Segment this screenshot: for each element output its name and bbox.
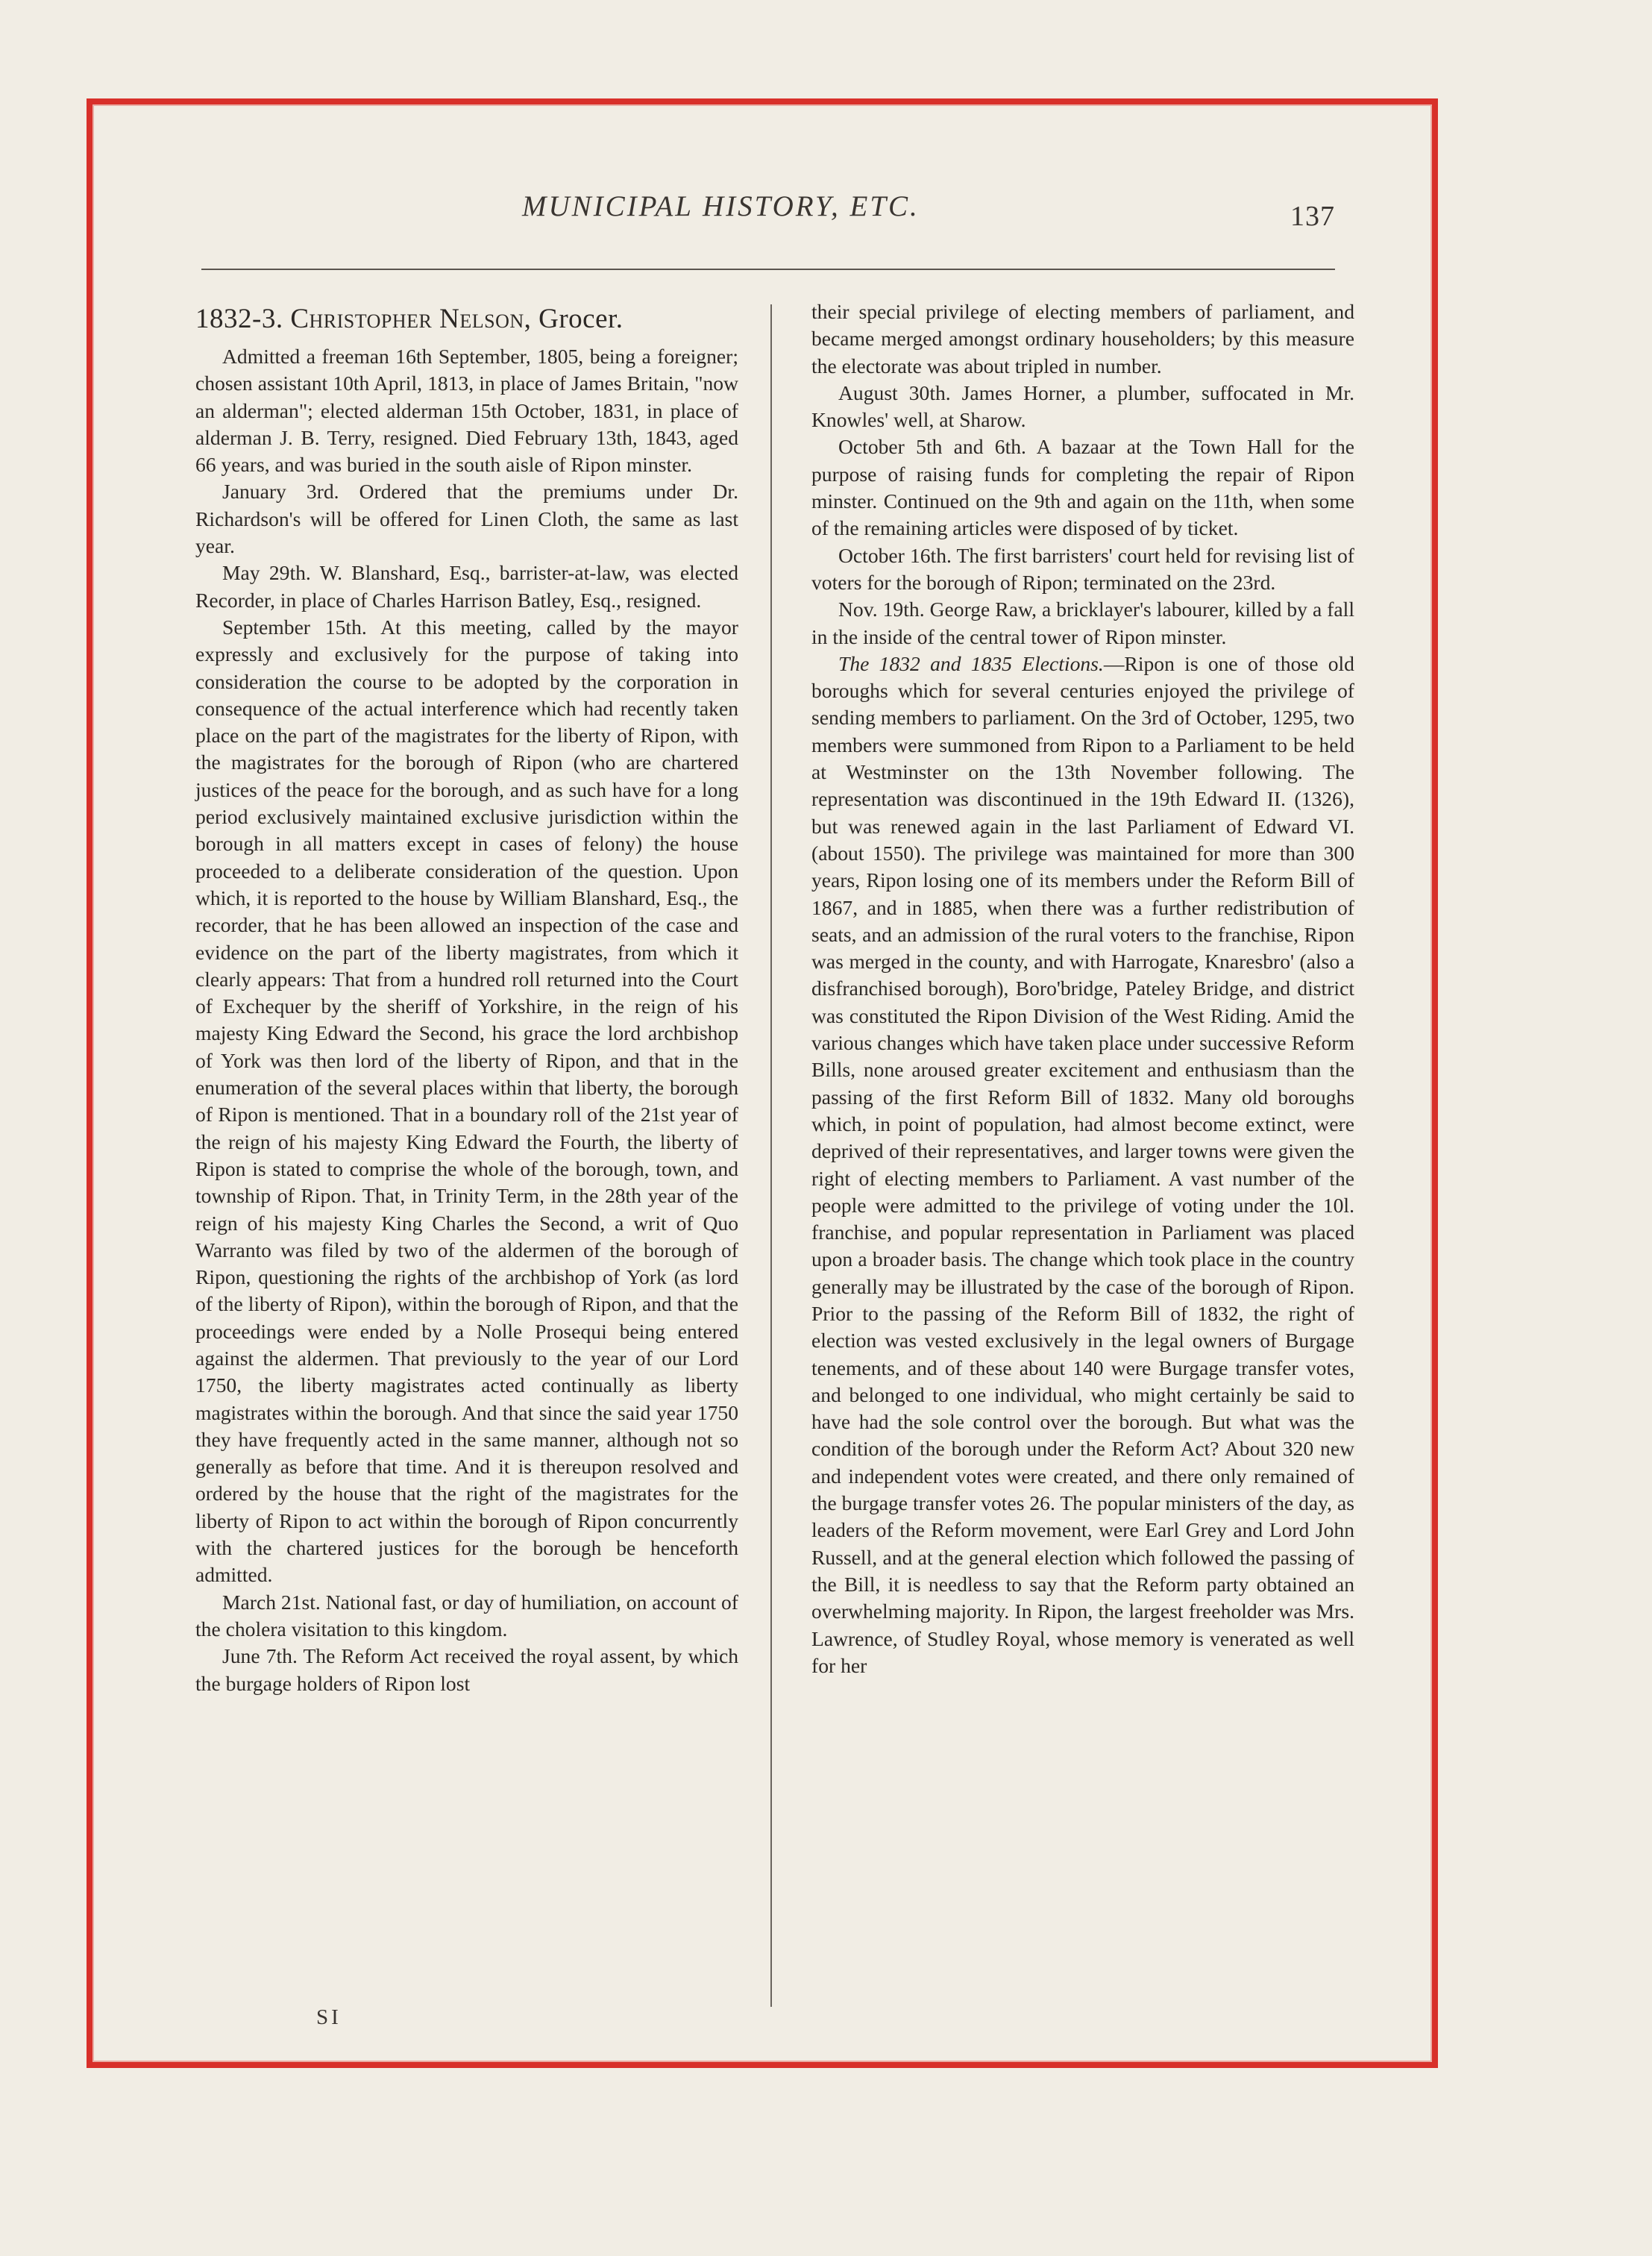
right-column (811, 298, 1354, 1679)
paragraph-continuation: their special privilege of electing members of parliament, and became merged amongst ordinary householders; by this measure the electorate was about tripled in number. (811, 300, 1354, 377)
entry-heading (195, 298, 738, 340)
running-head (201, 185, 1335, 237)
paragraph: March 21st. National fast, or day of humiliation, on account of the cholera visitation to this kingdom. (195, 1590, 738, 1641)
paragraph: Nov. 19th. George Raw, a bricklayer's labourer, killed by a fall in the inside of the central tower of Ripon minster. (811, 598, 1354, 648)
elections-text: —Ripon is one of those old boroughs which for several centuries enjoyed the privilege of sending members to parliament. On the 3rd of October, 1295, two members were summoned from Ripon to a Parliament to be held at Westminster on the 13th November following. The representation was discontinued in the 19th Edward II. (1326), but was renewed again in the last Parliament of Edward VI. (about 1550). The privilege was maintained for more than 300 years, Ripon losing one of its members under the Reform Bill of 1867, and in 1885, when there was a further redistribution of seats, and an admission of the rural voters to the franchise, Ripon was merged in the county, and with Harrogate, Knaresbro' (also a disfranchised borough), Boro'bridge, Pateley Bridge, and district was constituted the Ripon Division of the West Riding. Amid the various changes which have taken place under successive Reform Bills, none aroused greater excitement and enthusiasm than the passing of the first Reform Bill of 1832. Many old boroughs which, in point of population, had almost become extinct, were deprived of their representatives, and larger towns were given the right of electing members to Parliament. A vast number of the people were admitted to the privilege of voting under the 10l. franchise, and popular representation in Parliament was placed upon a broader basis. The change which took place in the country generally may be illustrated by the case of the borough of Ripon. Prior to the passing of the Reform Bill of 1832, the right of election was vested exclusively in the legal owners of Burgage tenements, and of these about 140 were Burgage transfer votes, and belonged to one individual, who might certainly be said to have had the sole control over the borough. But what was the condition of the borough under the Reform Act? About 320 new and independent votes were created, and there only remained of the burgage transfer votes 26. The popular ministers of the day, as leaders of the Reform movement, were Earl Grey and Lord John Russell, and at the general election which followed the passing of the Bill, it is needless to say that the Reform party obtained an overwhelming majority. In Ripon, the largest freeholder was Mrs. Lawrence, of Studley Royal, whose memory is venerated as well for her (811, 651, 1354, 1677)
paragraph: June 7th. The Reform Act received the royal assent, by which the burgage holders of Ripon lost (195, 1644, 738, 1695)
left-column (195, 298, 738, 1697)
elections-paragraph (811, 651, 1354, 1679)
column-divider (770, 304, 772, 2007)
paragraph: September 15th. At this meeting, called by the mayor expressly and exclusively for the purpose of taking into consideration the course to be adopted by the corporation in consequence of the actual interference which had recently taken place on the part of the magistrates for the liberty of Ripon, with the magistrates for the borough of Ripon (who are chartered justices of the peace for the borough, and as such have for a long period exclusively maintained exclusive jurisdiction within the borough in all matters except in cases of felony) the house proceeded to a deliberate consideration of the question. Upon which, it is reported to the house by William Blanshard, Esq., the recorder, that he has been allowed an inspection of the case and evidence on the part of the liberty magistrates, from which it clearly appears: That from a hundred roll returned into the Court of Exchequer by the sheriff of Yorkshire, in the reign of his majesty King Edward the Second, his grace the lord archbishop of York was then lord of the liberty of Ripon, and that in the enumeration of the several places within that liberty, the borough of Ripon is mentioned. That in a boundary roll of the 21st year of the reign of his majesty King Edward the Fourth, the liberty of Ripon is stated to comprise the whole of the borough, town, and township of Ripon. That, in Trinity Term, in the 28th year of the reign of his majesty King Charles the Second, a writ of Quo Warranto was filed by two of the aldermen of the borough of Ripon, questioning the rights of the archbishop of York (as lord of the liberty of Ripon), within the borough of Ripon, and that the proceedings were ended by a Nolle Prosequi being entered against the aldermen. That previously to the year of our Lord 1750, the liberty magistrates acted continually as liberty magistrates within the borough. And that since the said year 1750 they have frequently acted in the same manner, although not so generally as before that time. And it is thereupon resolved and ordered by the house that the right of the magistrates for the liberty of Ripon to act within the borough of Ripon concurrently with the chartered justices for the borough be henceforth admitted. (195, 615, 738, 1587)
paragraph: May 29th. W. Blanshard, Esq., barrister-at-law, was elected Recorder, in place of Charles Harrison Batley, Esq., resigned. (195, 561, 738, 612)
running-title: MUNICIPAL HISTORY, ETC. (522, 190, 920, 222)
elections-heading: The 1832 and 1835 Elections. (838, 651, 1104, 675)
header-rule (201, 269, 1335, 270)
paragraph: Admitted a freeman 16th September, 1805, being a foreigner; chosen assistant 10th April, 1813, in place of James Britain, "now an alderman"; elected alderman 15th October, 1831, in place of alderman J. B. Terry, resigned. Died February 13th, 1843, aged 66 years, and was buried in the south aisle of Ripon minster. (195, 345, 738, 477)
signature-mark: SI (316, 2005, 342, 2029)
heading-trade: Grocer. (538, 304, 624, 334)
heading-name: Christopher Nelson, (290, 304, 532, 334)
paragraph: January 3rd. Ordered that the premiums under Dr. Richardson's will be offered for Linen Cloth, the same as last year. (195, 480, 738, 558)
heading-year: 1832-3. (195, 304, 283, 334)
page-number: 137 (1290, 201, 1335, 232)
paragraph: August 30th. James Horner, a plumber, suffocated in Mr. Knowles' well, at Sharow. (811, 380, 1354, 432)
paragraph: October 16th. The first barristers' court held for revising list of voters for the borough of Ripon; terminated on the 23rd. (811, 543, 1354, 594)
paragraph: October 5th and 6th. A bazaar at the Town Hall for the purpose of raising funds for completing the repair of Ripon minster. Continued on the 9th and again on the 11th, when some of the remaining articles were disposed of by ticket. (811, 435, 1354, 540)
